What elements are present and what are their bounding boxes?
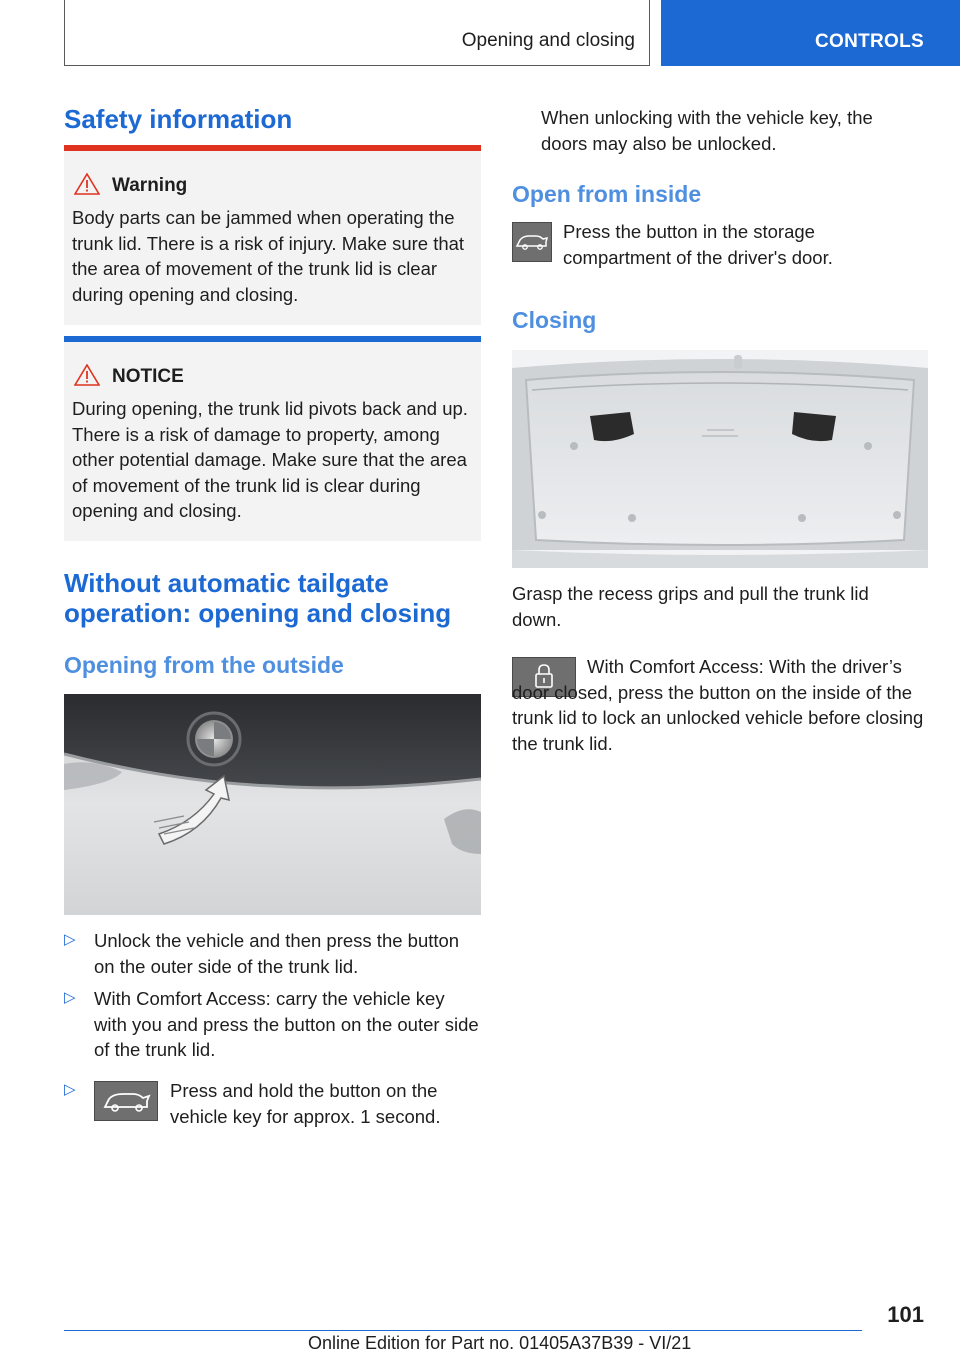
comfort-access-text: With Comfort Access: With the driver’s door closed, press the button on the inside of the trunk lid to lock an unlocked vehicle before closing the trunk lid. bbox=[512, 656, 924, 754]
warning-triangle-icon bbox=[74, 173, 100, 195]
bullet-text-2: With Comfort Access: carry the vehicle key with you and press the button on the outer side of the trunk lid. bbox=[94, 988, 479, 1060]
car-trunk-icon bbox=[512, 222, 552, 262]
opening-outside-heading: Opening from the outside bbox=[64, 652, 344, 678]
closing-heading: Closing bbox=[512, 307, 597, 333]
car-trunk-icon bbox=[94, 1081, 158, 1121]
bullet-item-1 bbox=[64, 928, 484, 980]
notice-bar bbox=[64, 336, 481, 342]
bullet-marker: ▷ bbox=[64, 931, 76, 948]
warning-text: Body parts can be jammed when operating the trunk lid. There is a risk of injury. Make sure that the area of movement of the trunk lid is clear during opening and closing. bbox=[72, 207, 465, 305]
header-chapter-tab[interactable] bbox=[661, 0, 960, 66]
bullet-text-3: Press and hold the button on the vehicle key for approx. 1 second. bbox=[170, 1080, 441, 1127]
safety-information-heading: Safety information bbox=[64, 104, 293, 134]
header-section-box bbox=[64, 0, 650, 66]
notice-box bbox=[64, 336, 481, 541]
notice-triangle-icon bbox=[74, 364, 100, 386]
warning-bar bbox=[64, 145, 481, 151]
closing-text: Grasp the recess grips and pull the trunk lid down. bbox=[512, 583, 869, 630]
open-inside-text: Press the button in the storage compartment of the driver's door. bbox=[563, 221, 833, 268]
bullet-item-2 bbox=[64, 986, 484, 1064]
warning-title: Warning bbox=[112, 175, 188, 196]
bullet-marker: ▷ bbox=[64, 1081, 76, 1098]
without-automatic-heading: Without automatic tailgate operation: opening and closing bbox=[64, 568, 452, 628]
notice-text: During opening, the trunk lid pivots back and up. There is a risk of damage to property, among other potential damage. Make sure that the area of movement of the trunk lid is clear during opening and closing. bbox=[72, 398, 468, 521]
footer-edition: Online Edition for Part no. 01405A37B39 - VI/21 bbox=[308, 1333, 692, 1353]
trunk-exterior-photo bbox=[64, 694, 481, 915]
notice-title: NOTICE bbox=[112, 366, 184, 387]
open-from-inside-heading: Open from inside bbox=[512, 181, 702, 207]
trunk-interior-photo bbox=[512, 350, 928, 568]
warning-box bbox=[64, 145, 481, 325]
bullet-text-1: Unlock the vehicle and then press the button on the outer side of the trunk lid. bbox=[94, 930, 460, 977]
header-chapter-label: CONTROLS bbox=[815, 31, 925, 52]
bullet-item-3 bbox=[64, 1078, 484, 1138]
bullet-marker: ▷ bbox=[64, 989, 76, 1006]
footer-divider bbox=[64, 1330, 862, 1331]
header-section-title: Opening and closing bbox=[461, 30, 635, 51]
unlock-key-text: When unlocking with the vehicle key, the doors may also be unlocked. bbox=[541, 107, 873, 154]
page-number: 101 bbox=[887, 1302, 924, 1327]
